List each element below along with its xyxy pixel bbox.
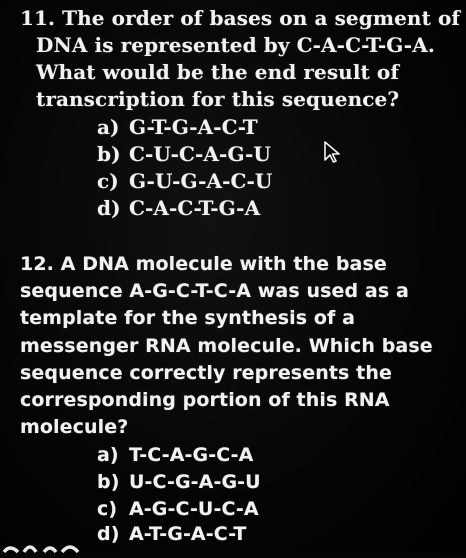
option-text: C-U-C-A-G-U (129, 142, 271, 166)
question-11-option-c[interactable] (97, 169, 272, 193)
question-12-option-b[interactable] (97, 470, 261, 494)
question-12-stem-line-1: 12. A DNA molecule with the base (20, 253, 387, 275)
option-letter: b) (97, 142, 121, 166)
option-text: C-A-C-T-G-A (129, 196, 261, 220)
option-text: A-G-C-U-C-A (129, 498, 259, 520)
option-letter: d) (97, 523, 120, 545)
question-11-option-a[interactable] (97, 115, 258, 139)
option-letter: a) (97, 115, 120, 139)
option-letter: b) (97, 471, 120, 493)
option-text: G-U-G-A-C-U (129, 169, 273, 193)
option-text: U-C-G-A-G-U (129, 471, 261, 493)
option-letter: c) (97, 498, 118, 520)
question-12-stem-line-2: sequence A-G-C-T-C-A was used as a (20, 280, 409, 302)
question-12-stem-line-6: corresponding portion of this RNA (20, 389, 390, 411)
question-11-stem-line-2: DNA is represented by C-A-C-T-G-A. (36, 33, 435, 57)
question-12-option-d[interactable] (97, 522, 246, 546)
option-text: G-T-G-A-C-T (129, 115, 258, 139)
question-12-stem-line-5: sequence correctly represents the (20, 362, 392, 384)
question-12-stem-line-4: messenger RNA molecule. Which base (20, 335, 433, 357)
question-12-stem-line-7: molecule? (20, 416, 129, 438)
question-12-stem-line-3: template for the synthesis of a (20, 307, 356, 329)
cut-off-text-fragment (0, 538, 90, 558)
question-12-option-c[interactable] (97, 497, 259, 521)
option-letter: d) (97, 196, 121, 220)
question-12-option-a[interactable] (97, 443, 253, 467)
question-11-stem-line-3: What would be the end result of (36, 60, 400, 84)
option-letter: c) (97, 169, 119, 193)
option-text: T-C-A-G-C-A (129, 444, 254, 466)
option-text: A-T-G-A-C-T (129, 523, 247, 545)
mouse-pointer-icon (323, 140, 343, 164)
question-11-option-b[interactable] (97, 142, 271, 166)
option-letter: a) (97, 444, 119, 466)
question-11-stem-line-1: 11. The order of bases on a segment of (20, 6, 461, 30)
question-11-option-d[interactable] (97, 196, 260, 220)
question-11-stem-line-4: transcription for this sequence? (36, 87, 400, 111)
